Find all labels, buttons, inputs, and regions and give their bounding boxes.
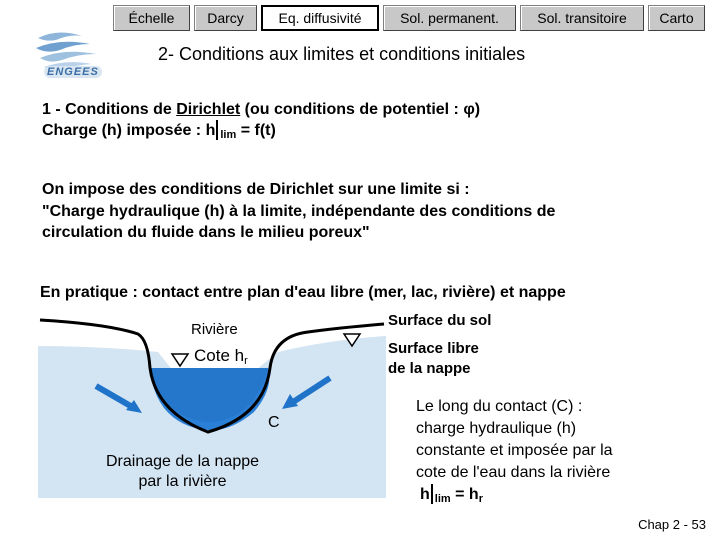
slide-subtitle: 2- Conditions aux limites et conditions initiales <box>158 44 526 64</box>
surface-sol-label: Surface du sol <box>388 312 492 329</box>
tab-sol-transitoire[interactable]: Sol. transitoire <box>520 5 644 31</box>
definition-paragraph: On impose des conditions de Dirichlet sur une limite si : "Charge hydraulique (h) à la limite, indépendante des conditions de circulation du fluide dans le milieu poreux" <box>42 181 556 241</box>
practice-line: En pratique : contact entre plan d'eau libre (mer, lac, rivière) et nappe <box>40 284 566 301</box>
tab-carto[interactable]: Carto <box>648 5 705 31</box>
surface-libre-label: Surface libre de la nappe <box>388 340 479 377</box>
charge-imposee-line: Charge (h) imposée : h $_{lim}$ = f(t) <box>42 122 276 141</box>
tab-eq-diffusivite[interactable]: Eq. diffusivité <box>261 5 379 31</box>
logo-text: ENGEES <box>44 66 102 78</box>
dirichlet-heading: 1 - Conditions de Dirichlet (ou conditions de potentiel : φ) <box>42 101 481 118</box>
dirichlet-link[interactable]: Dirichlet <box>176 101 241 118</box>
tab-darcy[interactable]: Darcy <box>194 5 257 31</box>
river-diagram <box>38 312 386 498</box>
drainage-label: Drainage de la nappe par la rivière <box>106 453 260 490</box>
contact-description: Le long du contact (C) : charge hydraulique (h) constante et imposée par la cote de l'eau dans la rivière h $_{lim} = h_r$ <box>416 396 613 510</box>
water-level-triangle-icon <box>172 354 188 366</box>
page-number: Chap 2 - 53 <box>638 517 706 532</box>
tab-sol-permanent[interactable]: Sol. permanent. <box>383 5 516 31</box>
cote-label: Cote $h_r$ <box>194 346 248 367</box>
contact-c-label: C <box>268 414 280 431</box>
contact-equation: h $_{lim} = h_r$ <box>420 486 483 505</box>
tab-echelle[interactable]: Échelle <box>113 5 190 31</box>
riviere-label: Rivière <box>191 321 238 338</box>
